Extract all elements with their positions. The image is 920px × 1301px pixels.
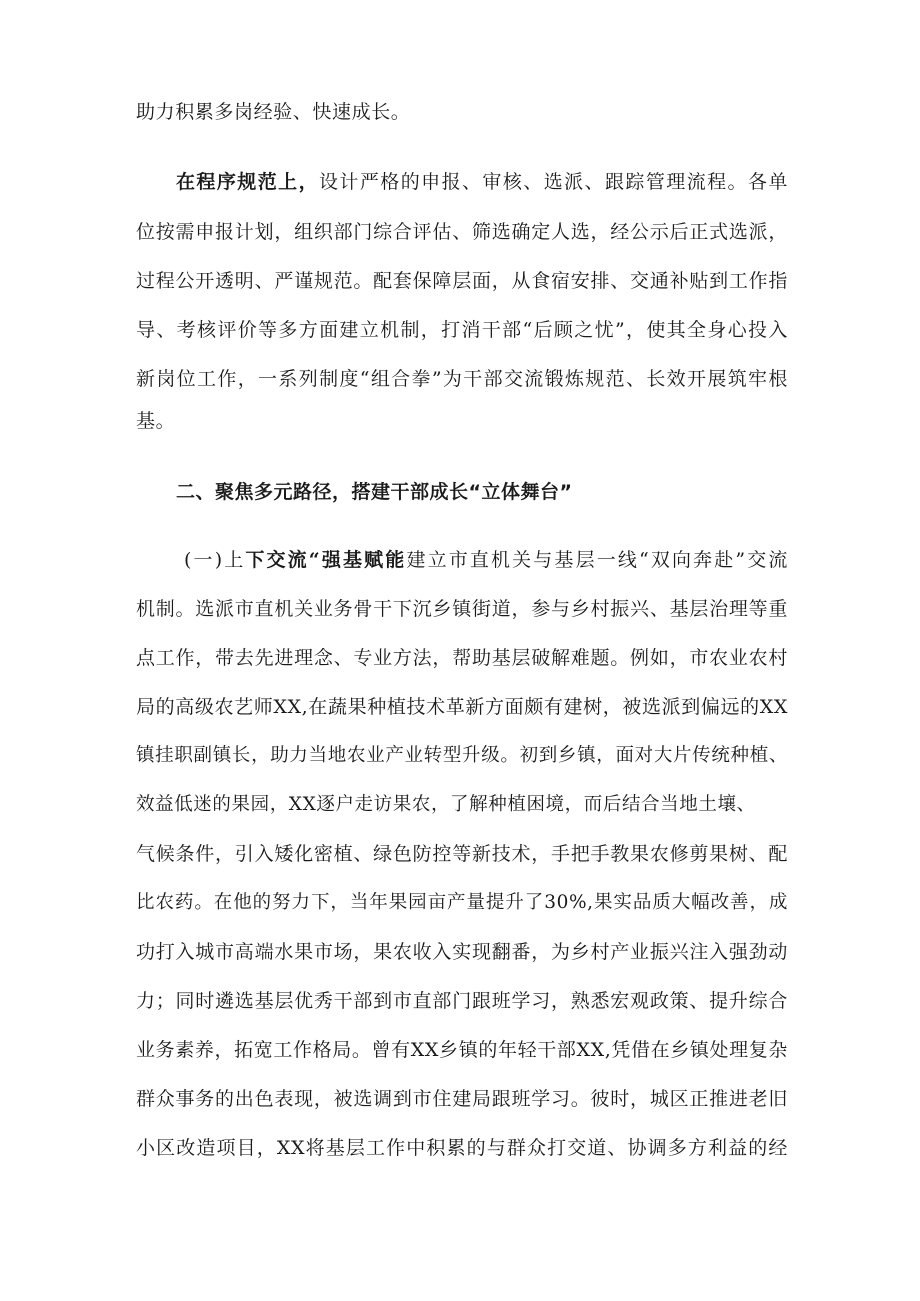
text-line: 业务素养，拓宽工作格局。曾有XX乡镇的年轻干部XX,凭借在乡镇处理复杂 — [136, 1039, 788, 1061]
bold-lead: 在程序规范上， — [176, 171, 319, 193]
text-line: 机制。选派市直机关业务骨干下沉乡镇街道，参与乡村振兴、基层治理等重 — [136, 598, 788, 620]
section-heading: 二、聚焦多元路径，搭建干部成长“立体舞台” — [176, 481, 573, 503]
text-line: 气候条件，引入矮化密植、绿色防控等新技术，手把手教果农修剪果树、配 — [136, 843, 788, 865]
text-line: 导、考核评价等多方面建立机制，打消干部“后顾之忧”，使其全身心投入 — [136, 319, 788, 341]
text-span: (一)上 — [184, 549, 246, 571]
text-line: 过程公开透明、严谨规范。配套保障层面，从食宿安排、交通补贴到工作指 — [136, 270, 788, 292]
text-line — [176, 169, 788, 195]
text-line: 功打入城市高端水果市场，果农收入实现翻番，为乡村产业振兴注入强劲动 — [136, 941, 788, 963]
text-line: 助力积累多岗经验、快速成长。 — [136, 101, 411, 123]
text-line: 位按需申报计划，组织部门综合评估、筛选确定人选，经公示后正式选派， — [136, 221, 788, 243]
text-line: 力；同时遴选基层优秀干部到市直部门跟班学习，熟悉宏观政策、提升综合 — [136, 990, 788, 1012]
text-span: 设计严格的申报、审核、选派、跟踪管理流程。各单 — [319, 171, 788, 193]
text-span: 建立市直机关与基层一线“双向奔赴”交流 — [406, 549, 789, 571]
text-line: 新岗位工作，一系列制度“组合拳”为干部交流锻炼规范、长效开展筑牢根 — [136, 368, 788, 390]
text-line: 镇挂职副镇长，助力当地农业产业转型升级。初到乡镇，面对大片传统种植、 — [136, 745, 788, 766]
text-line: 群众事务的出色表现，被选调到市住建局跟班学习。彼时，城区正推进老旧 — [136, 1088, 788, 1110]
text-line: 效益低迷的果园，XX逐户走访果农，了解种植困境，而后结合当地土壤、 — [136, 794, 756, 815]
text-line: 比农药。在他的努力下，当年果园亩产量提升了30%,果实品质大幅改善，成 — [136, 892, 788, 913]
bold-lead: 下交流“强基赋能 — [245, 549, 407, 571]
text-line: 局的高级农艺师XX,在蔬果种植技术革新方面颇有建树，被选派到偏远的XX — [136, 696, 788, 718]
text-line: 小区改造项目，XX将基层工作中积累的与群众打交道、协调多方利益的经 — [136, 1137, 788, 1159]
text-line: 点工作，带去先进理念、专业方法，帮助基层破解难题。例如，市农业农村 — [136, 647, 788, 669]
text-line: 基。 — [136, 410, 176, 432]
text-line — [184, 547, 788, 573]
